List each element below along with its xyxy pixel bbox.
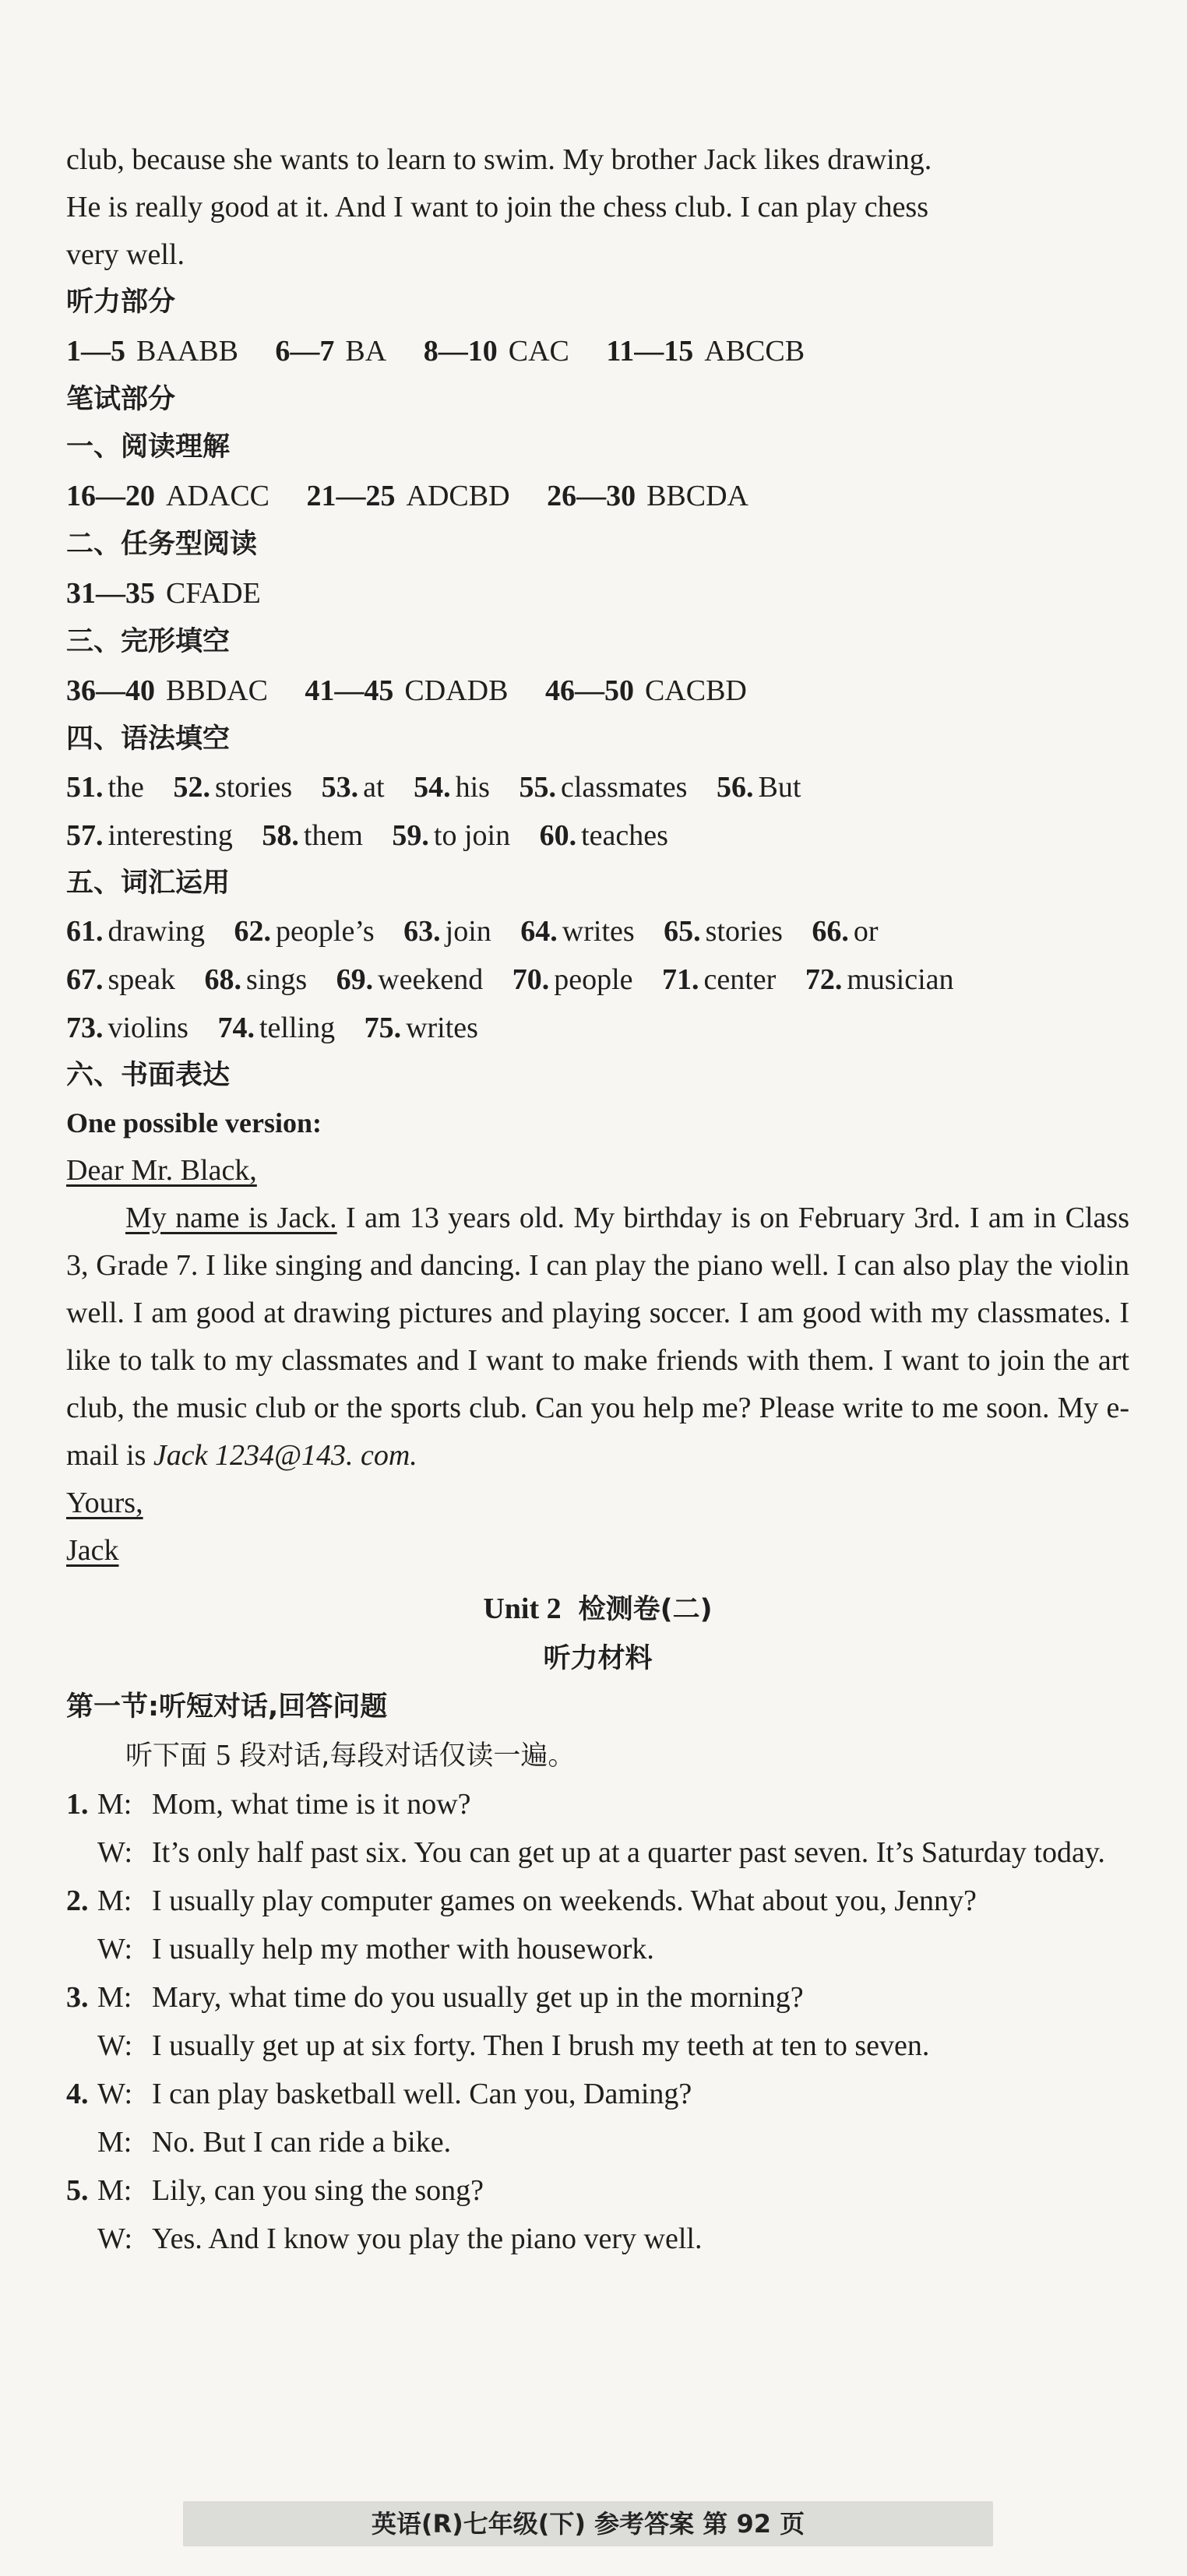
- listening-answers: [66, 326, 1129, 376]
- written-heading: 笔试部分: [66, 384, 176, 415]
- intro-paragraph: [66, 136, 1129, 279]
- task-reading-heading: 二、任务型阅读: [66, 529, 258, 560]
- letter-signature: [66, 1527, 1129, 1575]
- item-number: 71.: [662, 963, 699, 996]
- task-reading-answers: [66, 568, 1129, 618]
- dialogue-line: [66, 1973, 1129, 2022]
- vocab-row: [66, 955, 1129, 1004]
- item-word: to join: [433, 819, 511, 852]
- item-number: 56.: [716, 771, 754, 804]
- speaker: M:: [97, 1981, 132, 2014]
- item-word: center: [703, 963, 777, 996]
- grammar-row: [66, 763, 1129, 811]
- item-word: writes: [562, 915, 635, 948]
- item-number: 68.: [204, 963, 242, 996]
- fill-item: [205, 955, 308, 1004]
- fill-item: [403, 907, 491, 955]
- answer-range: 31—35: [66, 577, 155, 610]
- instruction-number: 5: [216, 1739, 231, 1772]
- answer-group: [305, 666, 508, 716]
- grammar-heading: 四、语法填空: [66, 723, 231, 755]
- fill-item: [262, 811, 362, 860]
- fill-item: [805, 955, 954, 1004]
- dialogue-text: Yes. And I know you play the piano very well.: [152, 2222, 703, 2255]
- dialogue-2: [66, 1877, 1129, 1973]
- answer-range: 1—5: [66, 335, 125, 368]
- unit-number: Unit 2: [483, 1592, 562, 1625]
- section-instruction: [66, 1731, 1129, 1780]
- answer-group: [66, 471, 269, 521]
- answer-range: 16—20: [66, 480, 155, 512]
- question-number: 4.: [66, 2078, 89, 2110]
- dialogue-line: [66, 2118, 1129, 2166]
- answer-letters: ADACC: [166, 480, 270, 512]
- item-word: classmates: [560, 771, 688, 804]
- answer-range: 41—45: [305, 674, 394, 707]
- dialogue-line: [66, 1877, 1129, 1925]
- fill-item: [717, 763, 801, 811]
- dialogue-4: [66, 2070, 1129, 2166]
- item-word: his: [455, 771, 490, 804]
- fill-item: [66, 1004, 188, 1052]
- answer-group: [66, 326, 238, 376]
- listening-material-title: 听力材料: [543, 1643, 653, 1674]
- fill-item: [540, 811, 668, 860]
- item-word: at: [363, 771, 385, 804]
- fill-item: [217, 1004, 335, 1052]
- answer-letters: BBDAC: [166, 674, 268, 707]
- item-word: them: [303, 819, 363, 852]
- page-content: [66, 136, 1129, 2263]
- dialogue-line: [66, 1780, 1129, 1828]
- dialogue-text: I usually help my mother with housework.: [152, 1933, 654, 1965]
- speaker: W:: [97, 2078, 133, 2110]
- fill-item: [664, 907, 783, 955]
- item-word: people: [554, 963, 633, 996]
- item-word: teaches: [581, 819, 668, 852]
- item-number: 51.: [66, 771, 104, 804]
- dialogue-5: [66, 2166, 1129, 2263]
- fill-item: [519, 763, 687, 811]
- item-number: 62.: [234, 915, 272, 948]
- letter-first-sentence: My name is Jack.: [125, 1202, 337, 1234]
- vocab-row: [66, 907, 1129, 955]
- closing-text: Yours,: [66, 1487, 143, 1519]
- speaker: M:: [97, 1884, 132, 1917]
- item-number: 58.: [262, 819, 299, 852]
- cloze-heading: 三、完形填空: [66, 626, 231, 657]
- item-number: 54.: [414, 771, 451, 804]
- item-number: 61.: [66, 915, 104, 948]
- item-word: the: [107, 771, 144, 804]
- fill-item: [66, 763, 144, 811]
- intro-line: club, because she wants to learn to swim. My brother Jack likes drawing.: [66, 143, 932, 176]
- item-number: 60.: [539, 819, 577, 852]
- question-number: 3.: [66, 1981, 89, 2014]
- item-number: 74.: [217, 1012, 255, 1044]
- letter-body-text: I am 13 years old. My birthday is on February 3rd. I am in Class 3, Grade 7. I like singing and dancing. I can play the piano well. I can also play the violin well. I am good at drawing pictures and playing soccer. I am good with my classmates. I like to talk to my classmates and I want to make friends with them. I want to join the art club, the music club or the sports club. Can you help me? Please write to me soon. My e-mail is: [66, 1202, 1129, 1472]
- fill-item: [662, 955, 776, 1004]
- dialogue-text: Mom, what time is it now?: [152, 1788, 471, 1821]
- answer-group: [275, 326, 386, 376]
- item-word: violins: [107, 1012, 188, 1044]
- answer-range: 36—40: [66, 674, 155, 707]
- fill-item: [66, 811, 233, 860]
- item-number: 69.: [336, 963, 374, 996]
- speaker: W:: [97, 1836, 133, 1869]
- question-number: 5.: [66, 2174, 89, 2207]
- dialogue-line: [66, 1925, 1129, 1973]
- answer-group: [66, 666, 268, 716]
- dialogue-text: No. But I can ride a bike.: [152, 2126, 452, 2159]
- reading-heading: 一、阅读理解: [66, 431, 231, 463]
- fill-item: [66, 907, 205, 955]
- salutation-text: Dear Mr. Black,: [66, 1154, 257, 1187]
- fill-item: [365, 1004, 478, 1052]
- answer-group: [545, 666, 747, 716]
- item-number: 72.: [805, 963, 843, 996]
- question-number: 1.: [66, 1788, 89, 1821]
- item-word: or: [853, 915, 879, 948]
- fill-item: [520, 907, 634, 955]
- fill-item: [173, 763, 292, 811]
- answer-group: [424, 326, 569, 376]
- answer-group: [307, 471, 510, 521]
- reading-answers: [66, 471, 1129, 521]
- item-word: stories: [214, 771, 293, 804]
- speaker: W:: [97, 2029, 133, 2062]
- dialogue-text: It’s only half past six. You can get up at a quarter past seven. It’s Saturday today.: [152, 1836, 1105, 1869]
- dialogue-line: [66, 1828, 1129, 1877]
- speaker: M:: [97, 2174, 132, 2207]
- fill-item: [66, 955, 175, 1004]
- dialogue-3: [66, 1973, 1129, 2070]
- item-word: speak: [107, 963, 176, 996]
- item-word: writes: [406, 1012, 478, 1044]
- item-word: stories: [705, 915, 783, 948]
- section-one-heading: 第一节:听短对话,回答问题: [66, 1691, 388, 1723]
- instruction-pre: 听下面: [125, 1740, 208, 1772]
- answer-letters: ADCBD: [406, 480, 510, 512]
- dialogue-line: [66, 2022, 1129, 2070]
- item-number: 67.: [66, 963, 104, 996]
- letter-email: Jack 1234@143. com.: [153, 1439, 417, 1472]
- cloze-answers: [66, 666, 1129, 716]
- speaker: W:: [97, 1933, 133, 1965]
- answer-range: 11—15: [606, 335, 694, 368]
- item-word: telling: [259, 1012, 336, 1044]
- item-word: interesting: [107, 819, 233, 852]
- writing-heading: 六、书面表达: [66, 1060, 231, 1091]
- item-word: join: [445, 915, 491, 948]
- answer-letters: CACBD: [644, 674, 747, 707]
- instruction-post: 段对话,每段对话仅读一遍。: [239, 1740, 576, 1772]
- vocab-row: [66, 1004, 1129, 1052]
- vocab-heading: 五、词汇运用: [66, 867, 231, 899]
- answer-group: [547, 471, 748, 521]
- dialogue-text: I can play basketball well. Can you, Daming?: [152, 2078, 692, 2110]
- unit-test-label: 检测卷(二): [578, 1594, 713, 1625]
- item-number: 59.: [392, 819, 429, 852]
- answer-range: 26—30: [547, 480, 636, 512]
- listening-heading: 听力部分: [66, 287, 176, 318]
- dialogue-line: [66, 2166, 1129, 2215]
- intro-line: very well.: [66, 238, 185, 271]
- item-number: 70.: [512, 963, 550, 996]
- speaker: M:: [97, 2126, 132, 2159]
- item-number: 75.: [364, 1012, 402, 1044]
- fill-item: [234, 907, 375, 955]
- answer-letters: BAABB: [136, 335, 238, 368]
- fill-item: [322, 763, 385, 811]
- dialogue-1: [66, 1780, 1129, 1877]
- item-number: 53.: [321, 771, 359, 804]
- speaker: M:: [97, 1788, 132, 1821]
- answer-range: 21—25: [306, 480, 396, 512]
- letter-closing: [66, 1480, 1129, 1527]
- answer-letters: BA: [345, 335, 387, 368]
- fill-item: [512, 955, 633, 1004]
- fill-item: [414, 763, 490, 811]
- item-number: 57.: [66, 819, 104, 852]
- dialogue-text: I usually play computer games on weekends. What about you, Jenny?: [152, 1884, 977, 1917]
- footer-text: 英语(R)七年级(下) 参考答案 第 92 页: [371, 2509, 805, 2539]
- item-number: 65.: [664, 915, 701, 948]
- unit-title: [66, 1584, 1129, 1635]
- answer-range: 46—50: [544, 674, 634, 707]
- answer-group: [66, 568, 261, 618]
- item-number: 64.: [520, 915, 558, 948]
- item-number: 63.: [403, 915, 441, 948]
- dialogue-text: I usually get up at six forty. Then I brush my teeth at ten to seven.: [152, 2029, 930, 2062]
- letter-salutation: [66, 1147, 1129, 1195]
- grammar-row: [66, 811, 1129, 860]
- dialogue-text: Mary, what time do you usually get up in the morning?: [152, 1981, 804, 2014]
- item-word: weekend: [378, 963, 484, 996]
- dialogue-line: [66, 2215, 1129, 2263]
- item-word: musician: [847, 963, 954, 996]
- item-word: sings: [246, 963, 308, 996]
- answer-letters: BBCDA: [646, 480, 748, 512]
- dialogue-text: Lily, can you sing the song?: [152, 2174, 484, 2207]
- item-number: 52.: [173, 771, 210, 804]
- signature-text: Jack: [66, 1534, 119, 1567]
- item-number: 73.: [66, 1012, 104, 1044]
- fill-item: [392, 811, 510, 860]
- question-number: 2.: [66, 1884, 89, 1917]
- answer-letters: CFADE: [166, 577, 261, 610]
- answer-letters: CDADB: [404, 674, 509, 707]
- version-label: One possible version:: [66, 1107, 322, 1138]
- speaker: W:: [97, 2222, 133, 2255]
- item-word: drawing: [107, 915, 206, 948]
- answer-letters: CAC: [508, 335, 569, 368]
- letter-body: [66, 1195, 1129, 1480]
- item-word: people’s: [276, 915, 375, 948]
- intro-line: He is really good at it. And I want to join the chess club. I can play chess: [66, 191, 929, 223]
- answer-range: 8—10: [423, 335, 498, 368]
- answer-range: 6—7: [275, 335, 335, 368]
- item-number: 66.: [812, 915, 849, 948]
- fill-item: [336, 955, 484, 1004]
- item-number: 55.: [519, 771, 556, 804]
- fill-item: [812, 907, 878, 955]
- answer-group: [606, 326, 805, 376]
- item-word: But: [758, 771, 801, 804]
- answer-letters: ABCCB: [704, 335, 805, 368]
- dialogue-line: [66, 2070, 1129, 2118]
